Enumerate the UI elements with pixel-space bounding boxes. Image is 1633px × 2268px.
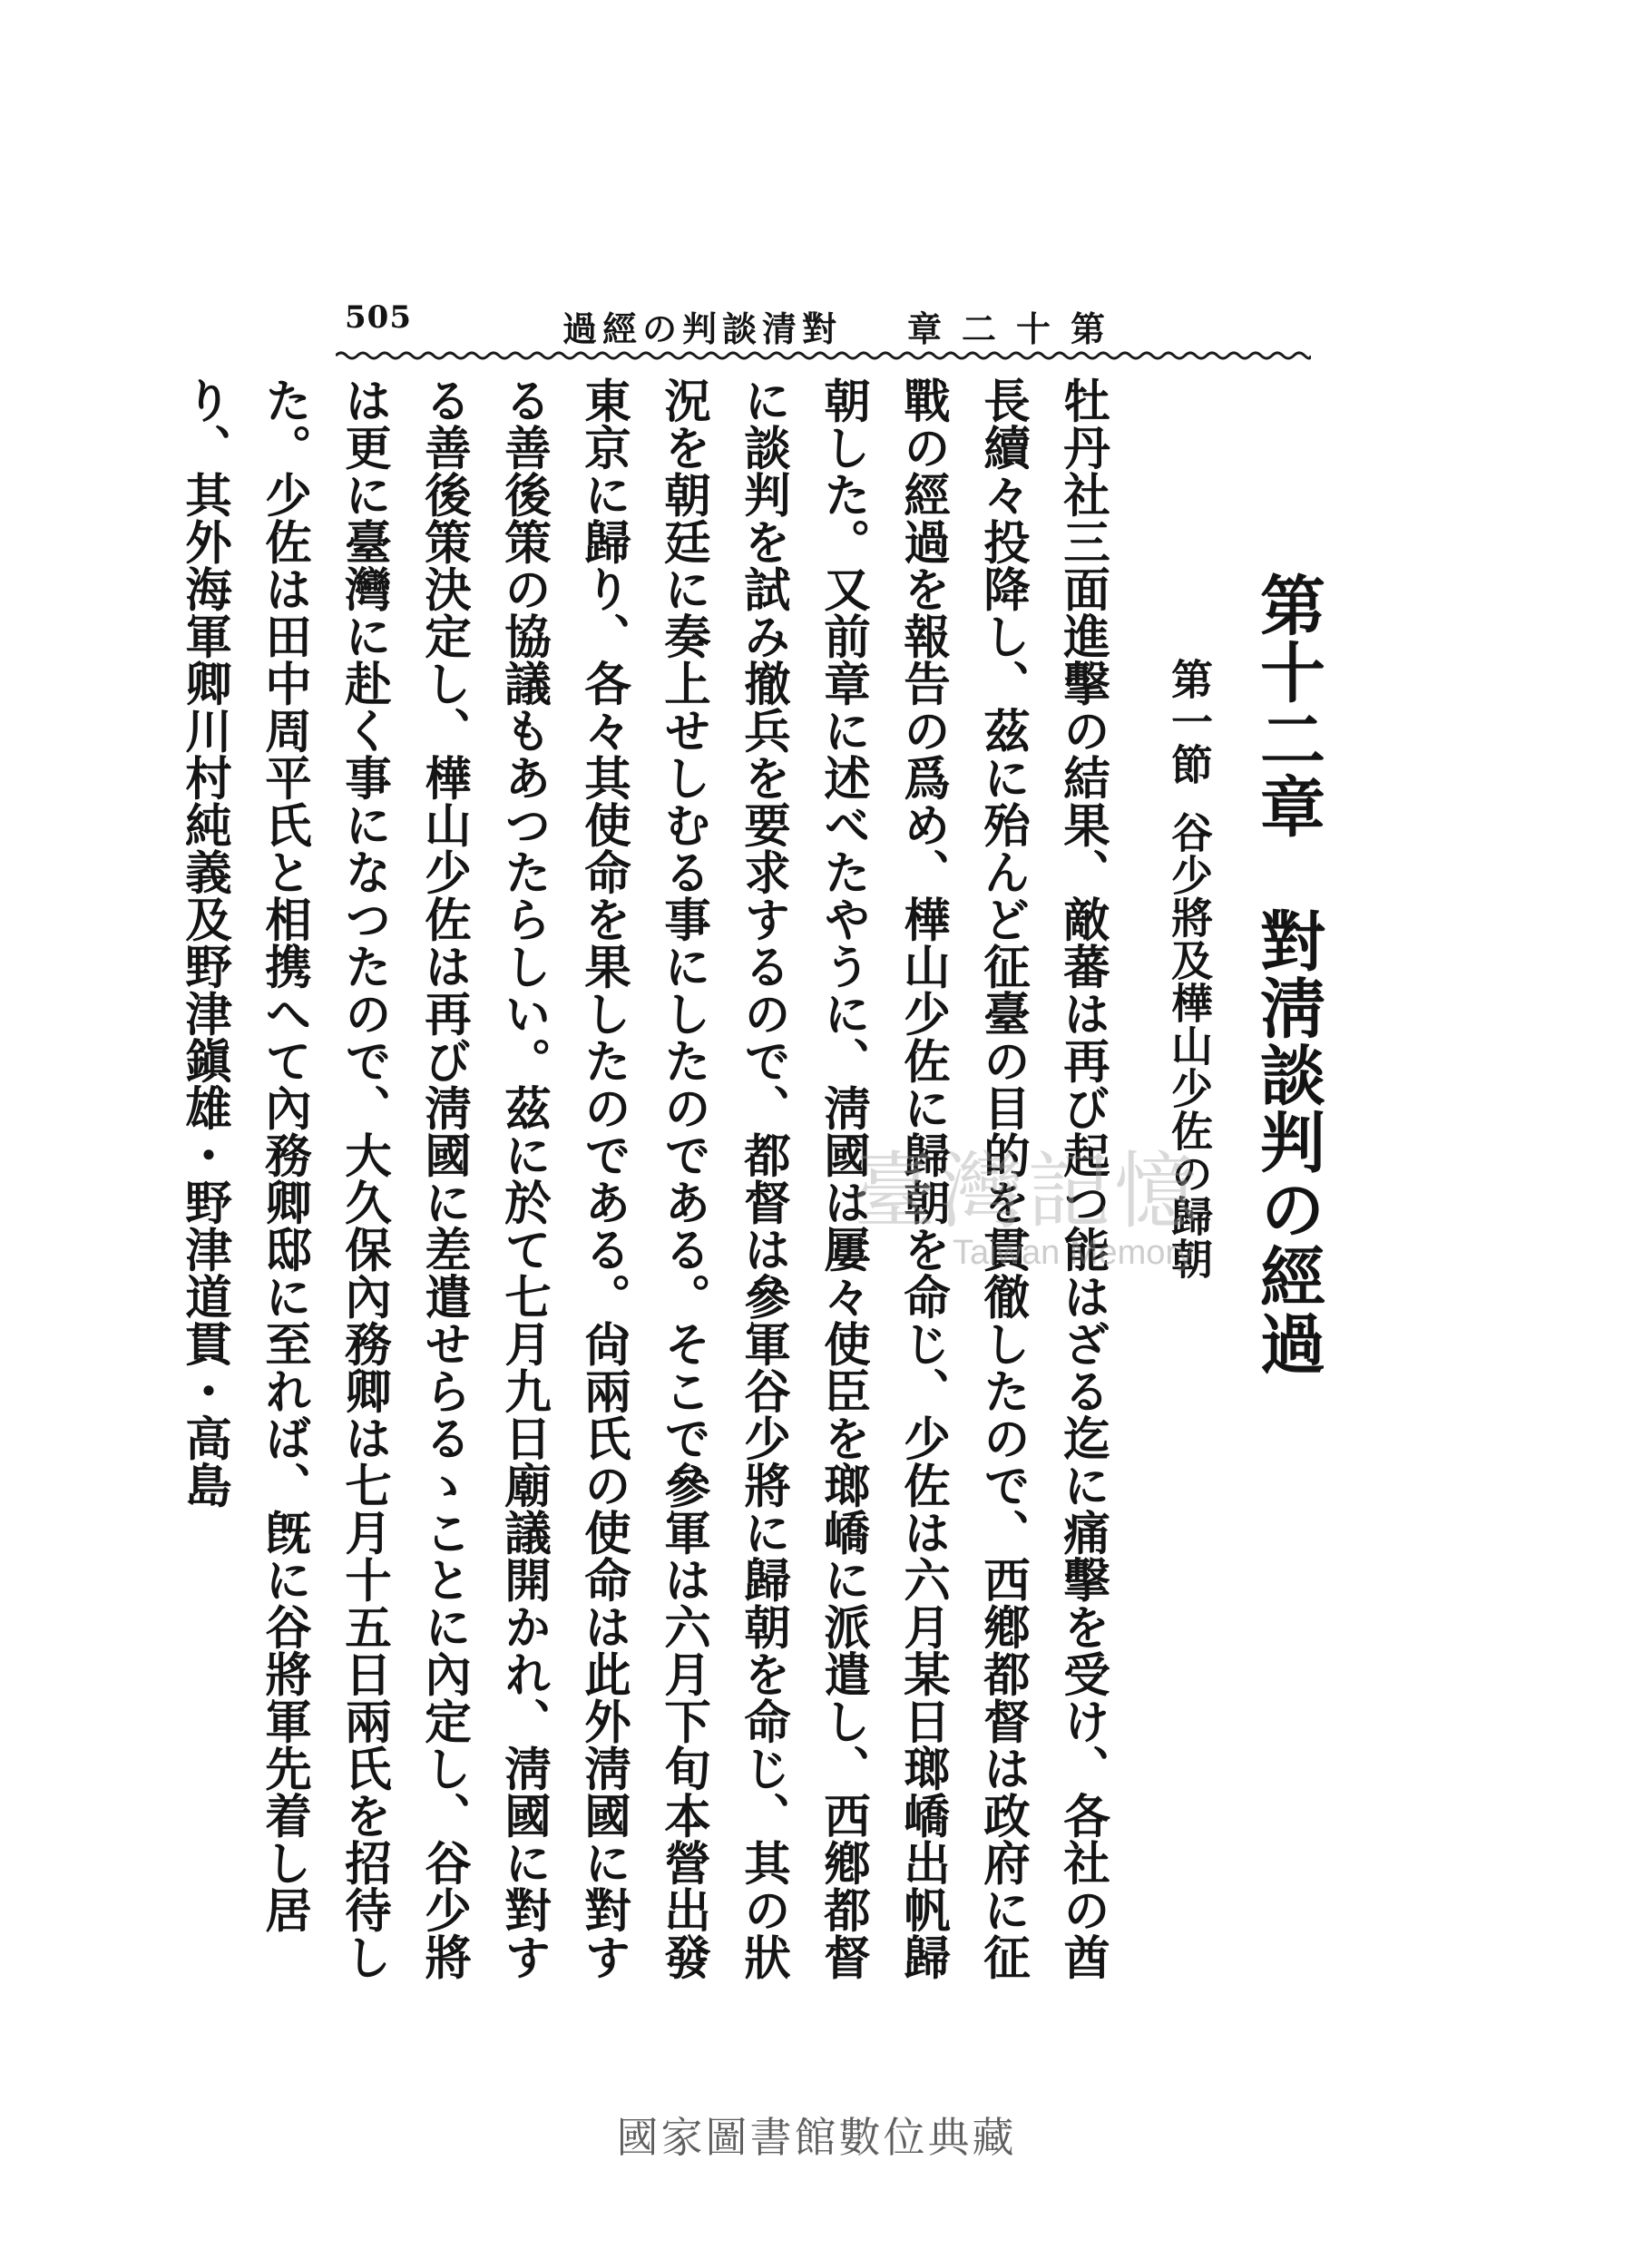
page-number: 505 xyxy=(345,299,412,336)
running-header-chapter: 第十二章 xyxy=(907,308,1126,349)
section-title: 谷少將及樺山少佐の歸朝 xyxy=(1165,811,1214,1280)
header-rule xyxy=(336,348,1311,363)
running-header-title: 對清談判の經過 xyxy=(562,308,843,349)
body-paragraph: 牡丹社三面進擊の結果、敵蕃は再び起つ能はざる迄に痛擊を受け、各社の酋長續々投降し、茲に殆んど征臺の目的を貫徹したので、西鄕都督は政府に征戰の經過を報告の爲め、樺山少佐に歸朝を命じ、少佐は六月某日瑯嶠出帆歸朝した。又前章に述べたやうに、淸國は屢々使臣を瑯嶠に派遣し、西鄕都督に談判を試み撤兵を要求するので、都督は參軍谷少將に歸朝を命じ、其の狀況を朝廷に奏上せしむる事にしたのである。そこで參軍は六月下旬本營出發東京に歸り、各々其使命を果したのである。尙兩氏の使命は此外淸國に對する善後策の協議もあつたらしい。茲に於て七月九日廟議開かれ、淸國に對する善後策決定し、樺山少佐は再び淸國に差遣せらるゝことに內定し、谷少將は更に臺灣に赴く事になつたので、大久保內務卿は七月十五日兩氏を招待した。少佐は田中周平氏と相携へて內務卿邸に至れば、旣に谷將軍先着し居り、其外海軍卿川村純義及野津鎭雄・野津道貫・高島 xyxy=(177,376,1110,1980)
footer-credit: 國家圖書館數位典藏 xyxy=(616,2113,1017,2162)
chapter-title: 第十二章 對淸談判の經過 xyxy=(1249,572,1326,1377)
section-label: 第一節 xyxy=(1165,658,1214,786)
watermark-title: 臺灣記憶 xyxy=(853,1143,1202,1240)
watermark-subtitle: Taiwan Memory xyxy=(953,1234,1195,1272)
watermark xyxy=(853,1125,1288,1306)
